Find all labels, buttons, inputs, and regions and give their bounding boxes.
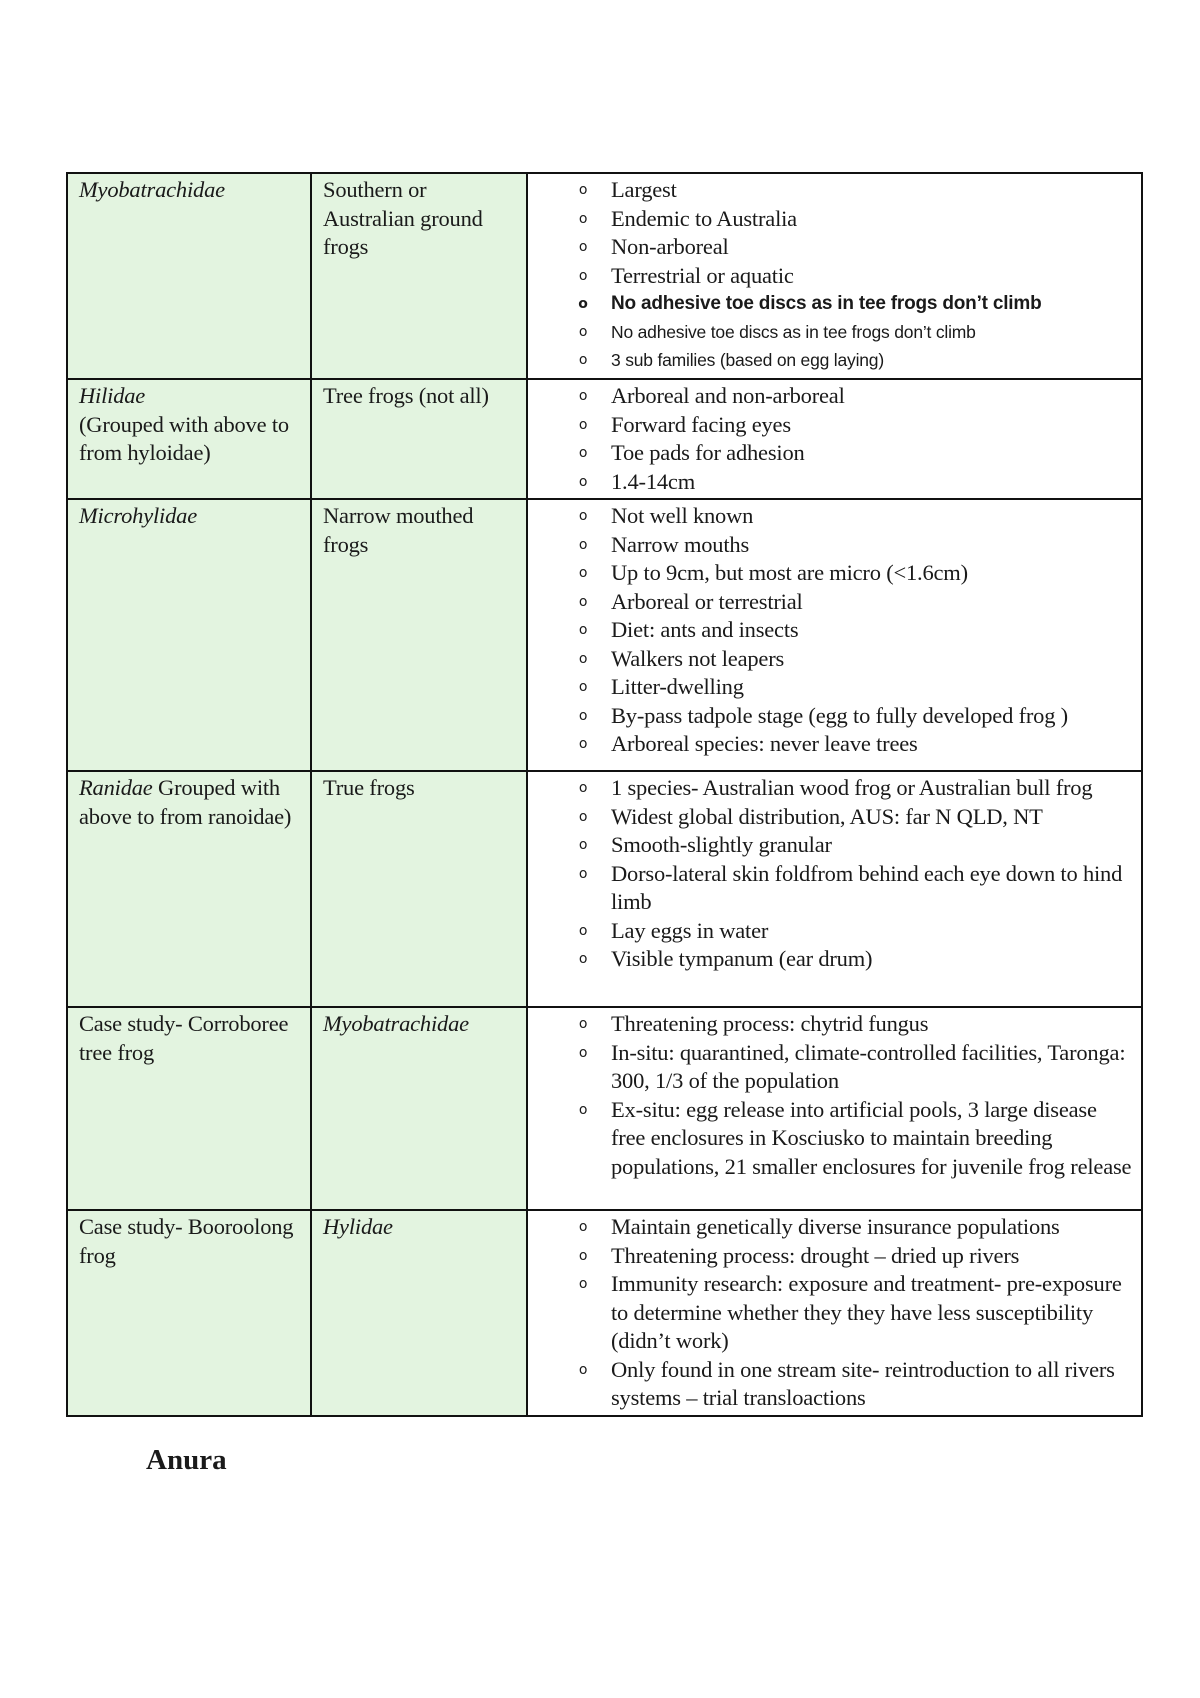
list-item	[528, 803, 1133, 832]
bullet-icon: o	[578, 324, 588, 340]
list-item	[528, 1039, 1133, 1096]
bullet-icon: o	[578, 388, 588, 404]
list-item-text: In-situ: quarantined, climate-controlled facilities, Taronga: 300, 1/3 of the population	[611, 1039, 1126, 1093]
list-item	[528, 616, 1133, 645]
list-item-text: 1.4-14cm	[611, 468, 696, 494]
table-body	[67, 173, 1142, 1416]
list-item	[528, 1356, 1133, 1413]
list-item-text: Threatening process: chytrid fungus	[611, 1011, 929, 1036]
bullet-icon: o	[578, 650, 588, 667]
list-item-text: Not well known	[611, 503, 754, 528]
common-name: True frogs	[323, 775, 415, 800]
table-row	[67, 1210, 1142, 1416]
list-item	[528, 559, 1133, 588]
list-item-text: Narrow mouths	[611, 531, 750, 557]
list-item	[528, 233, 1133, 262]
bullet-icon: o	[578, 1044, 588, 1061]
list-item	[528, 502, 1133, 531]
bullet-icon: o	[578, 808, 588, 825]
table-row	[67, 379, 1142, 499]
list-item	[528, 588, 1133, 617]
bullet-icon: o	[578, 473, 588, 490]
list-item-text: 3 sub families (based on egg laying)	[611, 350, 884, 370]
family-name: Microhylidae	[79, 503, 197, 528]
list-item-text: Forward facing eyes	[611, 411, 791, 437]
bullet-icon: o	[578, 593, 588, 610]
list-item	[528, 1270, 1133, 1356]
bullet-icon: o	[578, 565, 588, 581]
common-name-cell	[311, 771, 527, 1007]
list-item-text: Ex-situ: egg release into artificial pools, 3 large disease free enclosures in Kosciusko to maintain breeding populations, 21 smaller enclosures for juvenile frog release	[611, 1096, 1132, 1179]
bullet-icon: o	[578, 536, 588, 553]
list-item	[528, 730, 1133, 759]
family-name: Myobatrachidae	[79, 177, 225, 202]
frog-families-table	[66, 172, 1143, 1417]
list-item-text: Walkers not leapers	[611, 645, 785, 671]
list-item	[528, 1213, 1133, 1242]
list-item-text: Largest	[611, 177, 677, 202]
list-item-text: Only found in one stream site- reintroduction to all rivers systems – trial transloactions	[611, 1356, 1115, 1410]
family-cell	[67, 1210, 311, 1416]
section-heading: Anura	[146, 1444, 227, 1476]
list-item-text: Dorso-lateral skin foldfrom behind each eye down to hind limb	[611, 860, 1123, 914]
common-name: Narrow mouthed frogs	[323, 503, 474, 557]
common-name-cell	[311, 499, 527, 771]
list-item	[528, 176, 1133, 205]
family-name: Ranidae	[79, 775, 153, 800]
characteristics-cell	[527, 499, 1142, 771]
list-item-text: No adhesive toe discs as in tee frogs don’t climb	[611, 322, 976, 342]
bullet-icon: o	[578, 707, 588, 724]
list-item	[528, 205, 1133, 234]
list-item	[528, 1096, 1133, 1182]
list-item	[528, 860, 1133, 917]
table-row	[67, 1007, 1142, 1210]
list-item-text: Maintain genetically diverse insurance populations	[611, 1214, 1060, 1239]
list-item	[528, 468, 1133, 497]
characteristics-cell	[527, 1007, 1142, 1210]
list-item-text: Arboreal species: never leave trees	[611, 731, 918, 756]
list-item	[528, 702, 1133, 731]
bullet-icon: o	[578, 1219, 588, 1235]
bullet-icon: o	[578, 1247, 588, 1264]
family-cell	[67, 1007, 311, 1210]
bullet-icon: o	[578, 210, 588, 227]
common-name-cell	[311, 173, 527, 379]
list-item	[528, 531, 1133, 560]
list-item	[528, 411, 1133, 440]
list-item-text: Immunity research: exposure and treatment- pre-exposure to determine whether they they have less susceptibility (didn’t work)	[611, 1271, 1122, 1353]
characteristics-cell	[527, 173, 1142, 379]
list-item-text: Widest global distribution, AUS: far N QLD, NT	[611, 803, 1043, 829]
family-cell	[67, 173, 311, 379]
characteristics-list	[528, 176, 1133, 374]
common-name: Southern or Australian ground frogs	[323, 177, 483, 259]
list-item-text: No adhesive toe discs as in tee frogs don’t climb	[611, 293, 1042, 314]
bullet-icon: o	[578, 679, 588, 695]
characteristics-list	[528, 382, 1133, 496]
list-item	[528, 645, 1133, 674]
bullet-icon: o	[578, 1101, 588, 1118]
list-item	[528, 774, 1133, 803]
common-name: Myobatrachidae	[323, 1011, 469, 1036]
bullet-icon: o	[578, 182, 588, 198]
bullet-icon: o	[578, 416, 588, 433]
family-cell	[67, 499, 311, 771]
list-item-text: Arboreal and non-arboreal	[611, 383, 845, 408]
characteristics-list	[528, 774, 1133, 974]
list-item	[528, 382, 1133, 411]
characteristics-cell	[527, 771, 1142, 1007]
bullet-icon: o	[578, 1276, 588, 1292]
list-item	[528, 945, 1133, 974]
bullet-icon: o	[578, 296, 588, 312]
list-item	[528, 318, 1133, 346]
bullet-icon: o	[578, 1361, 588, 1378]
bullet-icon: o	[578, 352, 588, 368]
common-name: Hylidae	[323, 1214, 393, 1239]
bullet-icon: o	[578, 922, 588, 939]
list-item-text: Smooth-slightly granular	[611, 832, 832, 857]
common-name-cell	[311, 1007, 527, 1210]
bullet-icon: o	[578, 951, 588, 967]
family-note: Grouped with above to from ranoidae)	[79, 775, 292, 829]
bullet-icon: o	[578, 780, 588, 796]
family-name: Hilidae	[79, 383, 146, 408]
list-item-text: Terrestrial or aquatic	[611, 262, 794, 288]
list-item	[528, 346, 1133, 374]
list-item-text: Visible tympanum (ear drum)	[611, 946, 873, 971]
characteristics-cell	[527, 1210, 1142, 1416]
characteristics-list	[528, 1213, 1133, 1413]
list-item	[528, 290, 1133, 318]
list-item-text: Diet: ants and insects	[611, 617, 799, 642]
bullet-icon: o	[578, 736, 588, 752]
family-cell	[67, 771, 311, 1007]
family-name: Case study- Corroboree tree frog	[79, 1011, 289, 1065]
bullet-icon: o	[578, 445, 588, 461]
family-note: (Grouped with above to from hyloidae)	[79, 411, 289, 465]
list-item	[528, 439, 1133, 468]
characteristics-cell	[527, 379, 1142, 499]
table-row	[67, 173, 1142, 379]
list-item-text: Lay eggs in water	[611, 917, 769, 943]
family-cell	[67, 379, 311, 499]
bullet-icon: o	[578, 837, 588, 853]
list-item	[528, 831, 1133, 860]
list-item-text: Litter-dwelling	[611, 674, 744, 699]
common-name-cell	[311, 1210, 527, 1416]
bullet-icon: o	[578, 1016, 588, 1032]
list-item-text: Arboreal or terrestrial	[611, 588, 803, 614]
family-name: Case study- Booroolong frog	[79, 1214, 294, 1268]
characteristics-list	[528, 1010, 1133, 1181]
list-item	[528, 673, 1133, 702]
list-item-text: Endemic to Australia	[611, 205, 797, 231]
bullet-icon: o	[578, 267, 588, 284]
list-item-text: Up to 9cm, but most are micro (<1.6cm)	[611, 560, 968, 585]
list-item	[528, 917, 1133, 946]
table-row	[67, 499, 1142, 771]
list-item	[528, 1242, 1133, 1271]
list-item	[528, 1010, 1133, 1039]
list-item-text: Toe pads for adhesion	[611, 440, 805, 465]
table-row	[67, 771, 1142, 1007]
bullet-icon: o	[578, 508, 588, 524]
common-name: Tree frogs (not all)	[323, 383, 489, 408]
common-name-cell	[311, 379, 527, 499]
list-item-text: By-pass tadpole stage (egg to fully developed frog )	[611, 702, 1068, 728]
bullet-icon: o	[578, 239, 588, 255]
list-item-text: Threatening process: drought – dried up rivers	[611, 1242, 1020, 1268]
characteristics-list	[528, 502, 1133, 759]
list-item-text: Non-arboreal	[611, 234, 729, 259]
list-item	[528, 262, 1133, 291]
bullet-icon: o	[578, 865, 588, 882]
list-item-text: 1 species- Australian wood frog or Australian bull frog	[611, 775, 1093, 800]
bullet-icon: o	[578, 622, 588, 638]
